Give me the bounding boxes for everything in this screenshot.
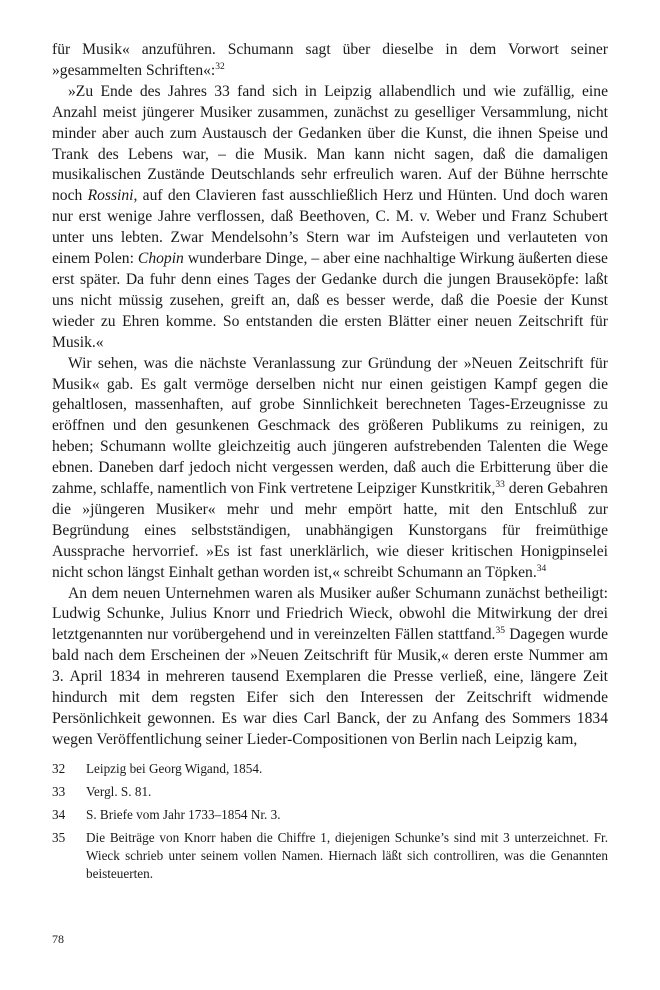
footnote — [52, 783, 608, 801]
text-segment: deren Gebahren die »jüngeren Musiker« mehr und mehr empört hatte, mit den Entschluß zur Begründung eines selbstständigen, unabhängigen Kunstorgans für freimüthige Aussprache hervorrief. »Es ist fast unerklärlich, wie dieser kritischen Honigpinselei nicht schon längst Einhalt gethan worden ist,« schreibt Schumann an Töpken. — [52, 480, 608, 581]
text-segment: Wir sehen, was die nächste Veranlassung zur Gründung der »Neuen Zeitschrift für Musik« gab. Es galt vermöge derselben nicht nur einen geistigen Kampf gegen die gehaltlosen, massenhaften, auf grobe Sinnlichkeit berechneten Tages-Erzeugnisse zu eröffnen und den gesunkenen Geschmack des größeren Publikums zu reinigen, zu heben; Schumann wollte gleichzeitig auch jüngeren aufstrebenden Talenten die Wege ebnen. Daneben darf jedoch nicht vergessen werden, daß auch die Erbitterung über die zahme, schlaffe, namentlich von Fink vertretene Leipziger Kunstkritik, — [52, 354, 608, 498]
footnote — [52, 806, 608, 824]
footnote-reference: 34 — [536, 563, 547, 574]
text-segment: »Zu Ende des Jahres 33 fand sich in Leipzig allabendlich und wie zufällig, eine Anzahl meist jüngerer Musiker zusammen, zunächst zu geselliger Versammlung, nicht minder aber auch zum Austausch der Gedanken über die Kunst, die ihnen Speise und Trank des Lebens war, – die Musik. Man kann nicht sagen, daß die damaligen musikalischen Zustände Deutschlands sehr erfreulich waren. Auf der Bühne herrschte noch — [52, 82, 608, 205]
footnote — [52, 829, 608, 883]
book-page — [52, 40, 608, 888]
footnote-text: Die Beiträge von Knorr haben die Chiffre 1, diejenigen Schunke’s sind mit 3 unterzeichnet. Fr. Wieck schrieb unter seinem vollen Namen. Hiernach läßt sich controlliren, was die Genannten beisteuerten. — [86, 829, 608, 881]
footnote — [52, 760, 608, 778]
footnote-text: Vergl. S. 81. — [86, 783, 152, 799]
text-segment: für Musik« anzuführen. Schumann sagt über dieselbe in dem Vorwort seiner »gesammelten Schriften«: — [52, 41, 608, 79]
footnote-reference: 33 — [495, 479, 505, 490]
footnote-reference: 35 — [495, 626, 505, 637]
footnote-number: 32 — [52, 760, 66, 776]
footnote-number: 35 — [52, 829, 66, 845]
footnote-number: 33 — [52, 783, 66, 799]
text-segment: , auf den Clavieren fast ausschließlich Herz und Hünten. Und doch waren nur erst wenige Jahre verflossen, daß Beethoven, C. M. v. Weber und Franz Schubert unter uns lebten. Zwar Mendelsohn’s Stern war im Aufsteigen und verlauteten von einem Polen: — [52, 187, 608, 268]
footnote-text: S. Briefe vom Jahr 1733–1854 Nr. 3. — [86, 806, 281, 822]
italic-text: Chopin — [137, 250, 184, 268]
paragraph — [52, 584, 608, 751]
body-text — [52, 40, 608, 751]
paragraph — [52, 354, 608, 584]
page-number: 78 — [52, 932, 64, 946]
paragraph — [52, 40, 608, 82]
text-segment: wunderbare Dinge, – aber eine nachhaltige Wirkung äußerten diese erst später. Da fuhr denn eines Tages der Gedanke durch die jungen Brauseköpfe: laßt uns nicht müssig zusehen, greift an, daß es besser werde, daß die Poesie der Kunst wieder zu Ehren komme. So entstanden die ersten Blätter einer neuen Zeitschrift für Musik.« — [52, 250, 608, 351]
paragraph — [52, 82, 608, 354]
footnote-number: 34 — [52, 806, 66, 822]
footnote-reference: 32 — [215, 61, 225, 72]
text-segment: An dem neuen Unternehmen waren als Musiker außer Schumann zunächst betheiligt: Ludwig Schunke, Julius Knorr und Friedrich Wieck, obwohl die Mitwirkung der drei letztgenannten nur vorübergehend und in vereinzelten Fällen stattfand. — [52, 584, 608, 644]
italic-text: Rossini — [87, 187, 134, 205]
text-segment: Dagegen wurde bald nach dem Erscheinen der »Neuen Zeitschrift für Musik,« deren erste Nummer am 3. April 1834 in mehreren tausend Exemplaren die Presse verließ, eine, längere Zeit hindurch mit dem regsten Eifer sich den Interessen der Zeitschrift widmende Persönlichkeit gewonnen. Es war dies Carl Banck, der zu Anfang des Sommers 1834 wegen Veröffentlichung seiner Lieder-Compositionen von Berlin nach Leipzig kam, — [52, 626, 608, 748]
footnote-text: Leipzig bei Georg Wigand, 1854. — [86, 760, 263, 776]
footnotes — [52, 760, 608, 883]
